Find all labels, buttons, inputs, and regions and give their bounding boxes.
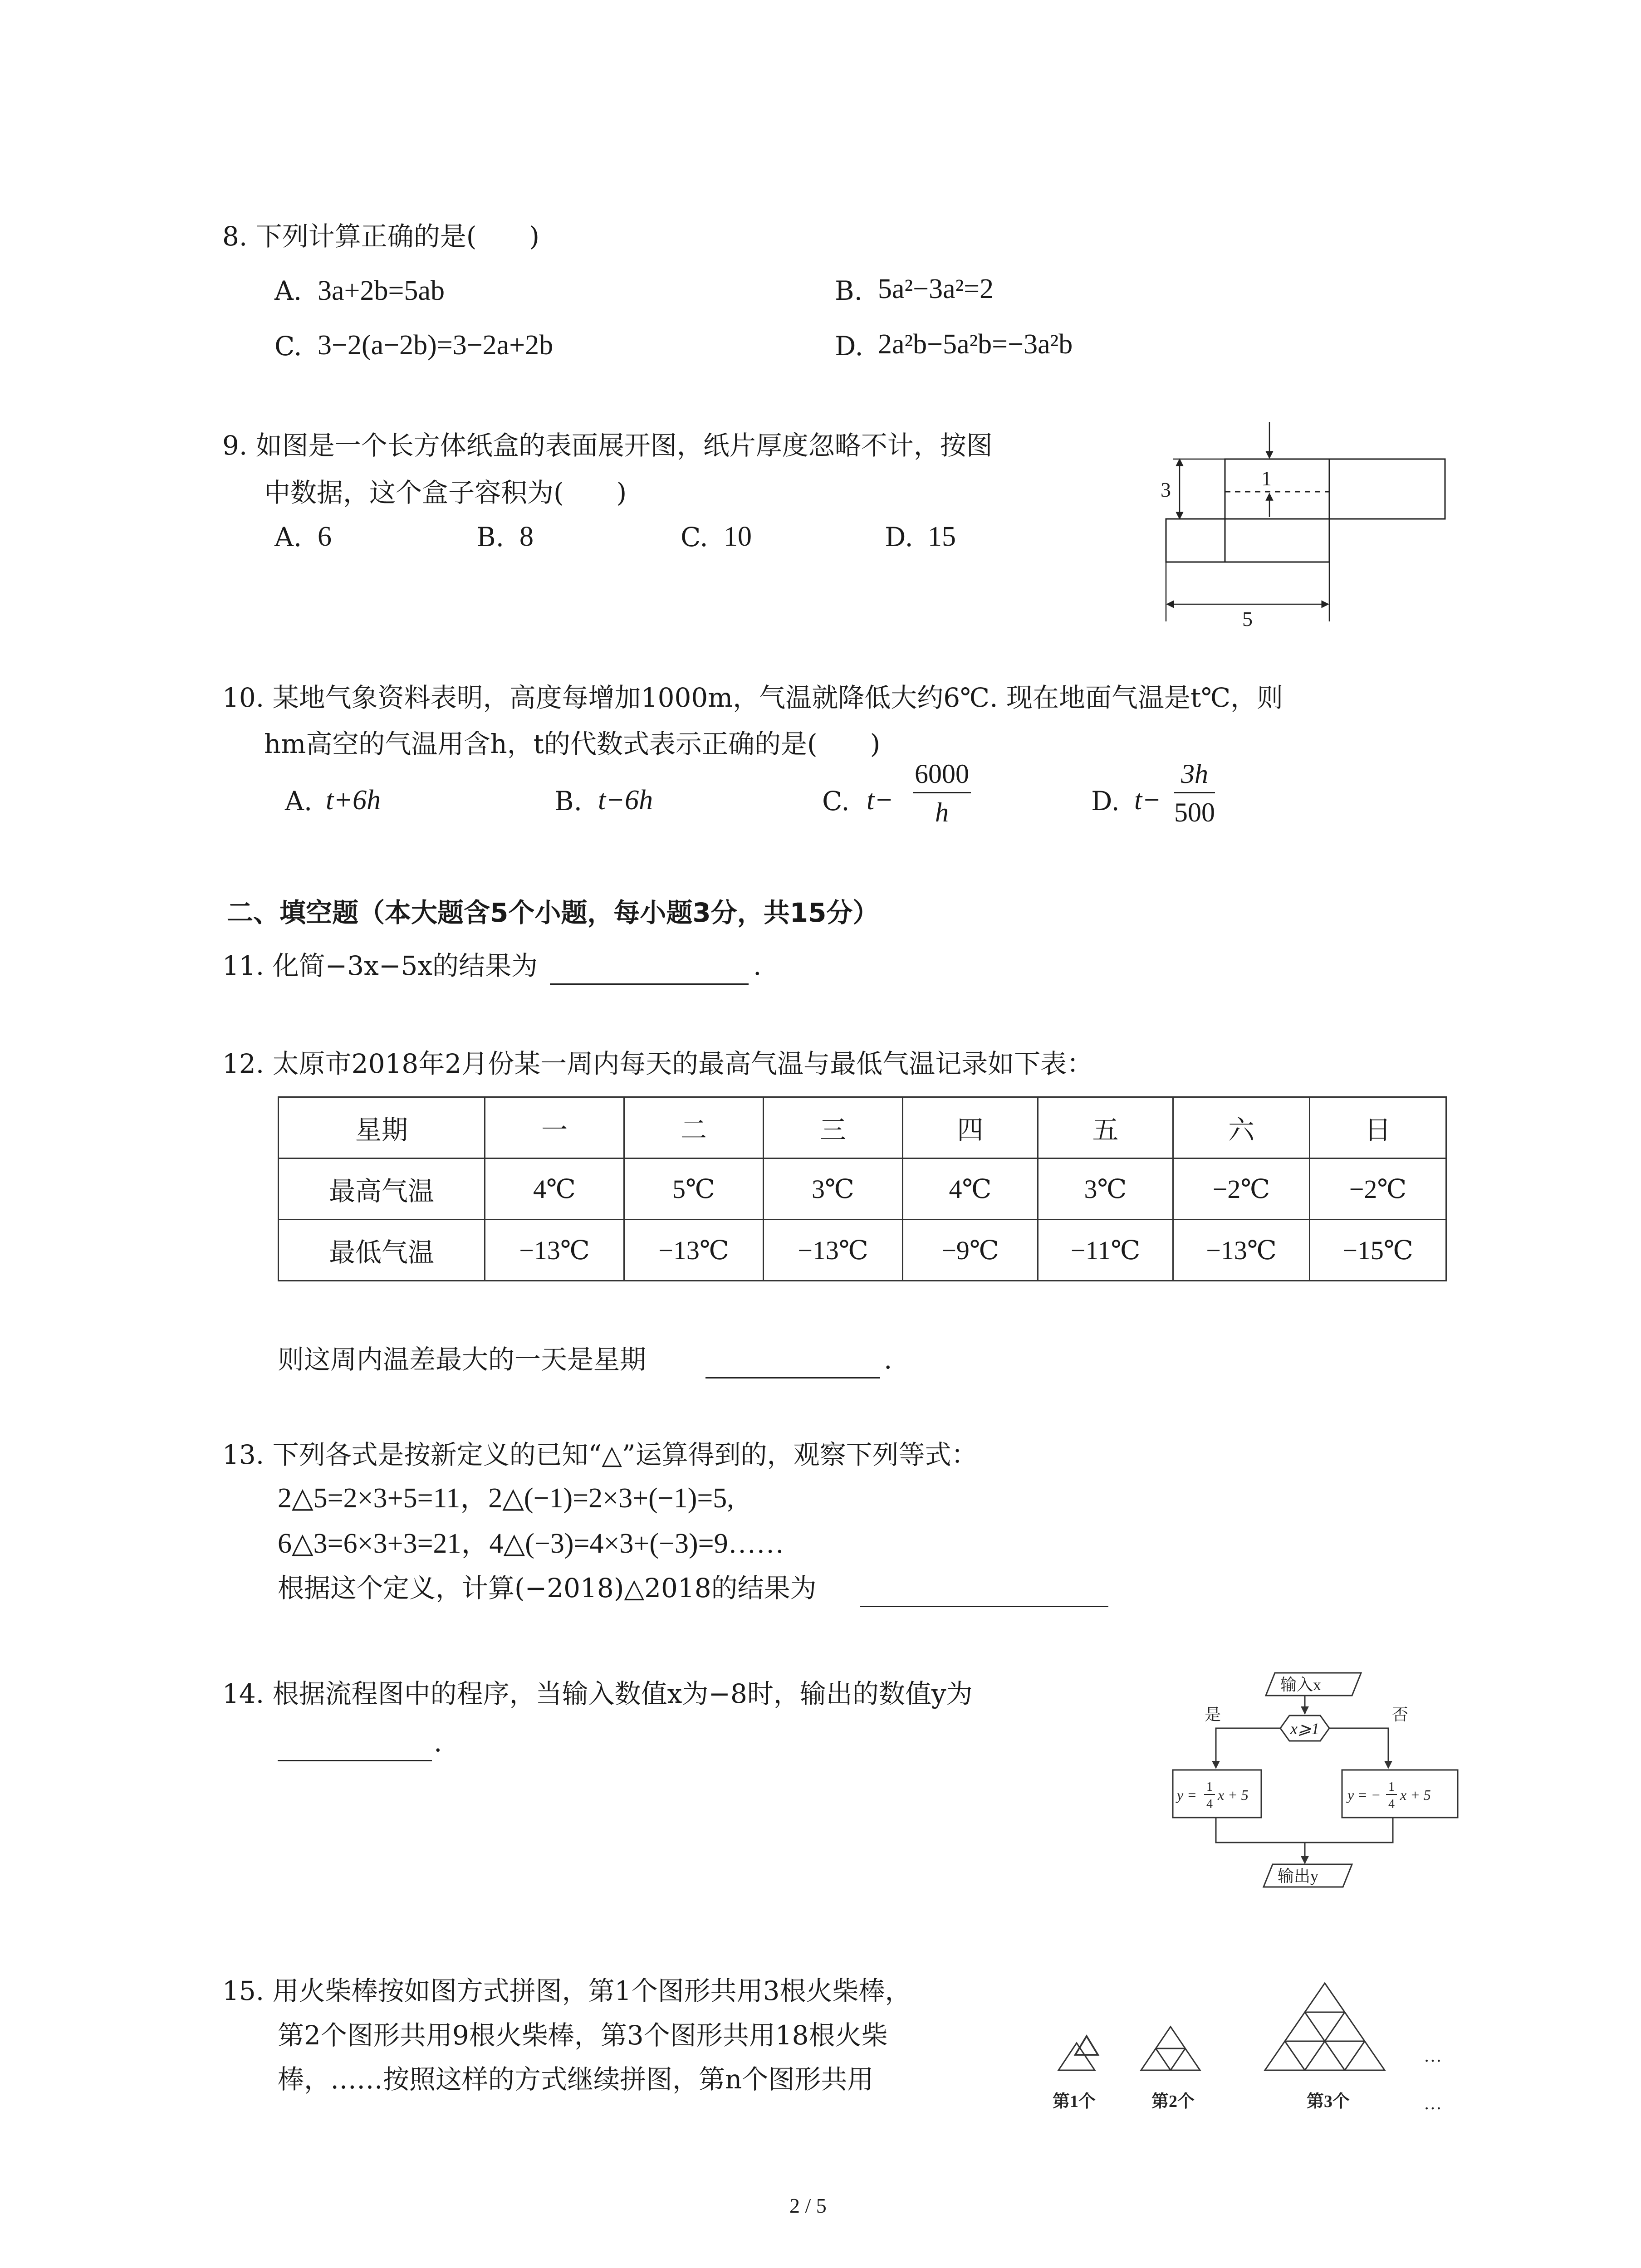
q9-option-c: 10 [724, 521, 752, 552]
flow-right-suffix: x + 5 [1400, 1787, 1431, 1803]
q15-line-2: 第2个图形共用9根火柴棒，第3个图形共用18根火柴 [278, 2020, 888, 2051]
section-2-heading: 二、填空题（本大题含5个小题，每小题3分，共15分） [227, 897, 879, 928]
figure-1-label: 第1个 [1053, 2092, 1096, 2111]
table-header-cell: 三 [764, 1097, 903, 1158]
flowchart-figure [1161, 1669, 1470, 1941]
q9-option-d: 15 [928, 521, 956, 552]
table-cell: −13℃ [624, 1220, 764, 1281]
q14-answer-blank[interactable] [278, 1760, 432, 1761]
table-header-cell: 四 [903, 1097, 1038, 1158]
triangle-figure-3 [1265, 1983, 1385, 2070]
table-cell: −13℃ [764, 1220, 903, 1281]
q8-option-c: 3−2(a−2b)=3−2a+2b [318, 330, 554, 361]
flow-left-prefix: y = [1177, 1787, 1197, 1803]
figure-2-label: 第2个 [1151, 2092, 1195, 2111]
table-header-cell: 五 [1038, 1097, 1173, 1158]
flow-output: 输出y [1278, 1867, 1319, 1885]
dim-label-1: 1 [1261, 467, 1272, 490]
q10-option-c-fraction [913, 760, 971, 826]
q9-option-b: 8 [519, 521, 534, 552]
q11-text: 11. 化简−3x−5x的结果为 [222, 950, 538, 981]
table-header-cell: 日 [1310, 1097, 1446, 1158]
q9-line-1: 9. 如图是一个长方体纸盒的表面展开图，纸片厚度忽略不计，按图 [222, 430, 993, 461]
q10-option-a: t+6h [326, 785, 381, 816]
flow-left-num: 1 [1206, 1780, 1213, 1794]
table-header-cell: 二 [624, 1097, 764, 1158]
q9-option-d-label: D. [885, 522, 913, 552]
table-cell: −9℃ [903, 1220, 1038, 1281]
q8-option-b: 5a²−3a²=2 [878, 274, 994, 304]
q9-option-a: 6 [318, 521, 332, 552]
q9-option-a-label: A. [274, 522, 302, 552]
q10-option-b: t−6h [598, 785, 653, 816]
q12-period: . [884, 1344, 892, 1375]
matchstick-triangles-figure [1039, 1946, 1456, 2127]
table-cell: −2℃ [1173, 1158, 1310, 1220]
temperature-table [278, 1096, 1447, 1281]
flow-right-den: 4 [1388, 1797, 1395, 1811]
table-cell: 4℃ [903, 1158, 1038, 1220]
q9-option-c-label: C. [681, 522, 708, 552]
table-cell: −13℃ [485, 1220, 624, 1281]
flow-right-num: 1 [1388, 1780, 1395, 1794]
table-cell: 4℃ [485, 1158, 624, 1220]
q10-d-denominator: 500 [1174, 797, 1215, 827]
flow-left-den: 4 [1206, 1797, 1213, 1811]
q8-option-d-label: D. [835, 331, 863, 362]
q8-option-a: 3a+2b=5ab [318, 275, 445, 306]
triangle-figure-1 [1058, 2043, 1095, 2070]
q10-line-1: 10. 某地气象资料表明，高度每增加1000m，气温就降低大约6℃. 现在地面气温是t℃，则 [222, 682, 1283, 713]
q13-line-3: 6△3=6×3+3=21，4△(−3)=4×3+(−3)=9…… [278, 1528, 784, 1559]
q10-option-a-label: A. [285, 786, 313, 816]
figure-ellipsis-bottom: … [1424, 2093, 1442, 2113]
q8-option-b-label: B. [835, 275, 863, 306]
table-cell: 最高气温 [279, 1158, 485, 1220]
flow-right-prefix: y = − [1347, 1787, 1381, 1803]
table-cell: −15℃ [1310, 1220, 1446, 1281]
flow-input: 输入x [1280, 1676, 1322, 1694]
q10-d-numerator: 3h [1174, 760, 1215, 793]
table-row-high [279, 1158, 1446, 1220]
q13-line-4: 根据这个定义，计算(−2018)△2018的结果为 [278, 1573, 817, 1603]
q14-period: . [434, 1727, 442, 1758]
q11-answer-blank[interactable] [550, 983, 749, 985]
table-row-low [279, 1220, 1446, 1281]
table-cell: −2℃ [1310, 1158, 1446, 1220]
q12-text: 12. 太原市2018年2月份某一周内每天的最高气温与最低气温记录如下表： [222, 1048, 1093, 1079]
table-cell: 5℃ [624, 1158, 764, 1220]
q15-line-3: 棒，……按照这样的方式继续拼图，第n个图形共用 [278, 2064, 874, 2095]
q10-c-numerator: 6000 [913, 760, 971, 793]
flow-left-suffix: x + 5 [1218, 1787, 1249, 1803]
q15-line-1: 15. 用火柴棒按如图方式拼图，第1个图形共用3根火柴棒， [222, 1975, 911, 2006]
table-cell: 3℃ [764, 1158, 903, 1220]
table-header-cell: 一 [485, 1097, 624, 1158]
q9-option-b-label: B. [476, 522, 505, 552]
dim-label-5: 5 [1242, 607, 1253, 631]
q11-period: . [753, 950, 762, 981]
table-header-cell: 六 [1173, 1097, 1310, 1158]
table-cell: −11℃ [1038, 1220, 1173, 1281]
table-cell: −13℃ [1173, 1220, 1310, 1281]
dim-label-3: 3 [1161, 478, 1171, 501]
table-cell: 3℃ [1038, 1158, 1173, 1220]
q10-option-c-prefix: t− [867, 785, 894, 816]
box-net-figure [1148, 413, 1465, 635]
page-number: 2 / 5 [789, 2194, 827, 2217]
q12-after-text: 则这周内温差最大的一天是星期 [278, 1344, 647, 1375]
q10-line-2: hm高空的气温用含h，t的代数式表示正确的是( ) [264, 728, 881, 759]
q14-line-1: 14. 根据流程图中的程序，当输入数值x为−8时，输出的数值y为 [222, 1678, 973, 1709]
table-cell: 最低气温 [279, 1220, 485, 1281]
q13-line-2: 2△5=2×3+5=11，2△(−1)=2×3+(−1)=5, [278, 1483, 734, 1514]
flow-condition: x⩾1 [1290, 1720, 1320, 1738]
q10-option-b-label: B. [554, 786, 583, 816]
q12-answer-blank[interactable] [705, 1377, 880, 1378]
q8-option-a-label: A. [274, 275, 302, 306]
q10-option-d-label: D. [1091, 786, 1120, 816]
q10-option-d-fraction [1174, 760, 1215, 826]
q8-stem: 8. 下列计算正确的是( ) [222, 221, 540, 252]
flow-no-label: 否 [1392, 1706, 1409, 1724]
q10-option-d-prefix: t− [1134, 785, 1161, 816]
q8-option-d: 2a²b−5a²b=−3a²b [878, 329, 1073, 360]
figure-3-label: 第3个 [1307, 2092, 1350, 2111]
table-header-cell: 星期 [279, 1097, 485, 1158]
triangle-figure-2 [1141, 2027, 1200, 2070]
q10-option-c-label: C. [822, 786, 850, 816]
q9-line-2: 中数据，这个盒子容积为( ) [264, 477, 627, 508]
figure-ellipsis-top: … [1424, 2045, 1442, 2066]
q8-option-c-label: C. [274, 331, 302, 362]
table-header-row [279, 1097, 1446, 1158]
flow-yes-label: 是 [1205, 1706, 1221, 1724]
q13-line-1: 13. 下列各式是按新定义的已知“△”运算得到的，观察下列等式： [222, 1439, 978, 1470]
q10-c-denominator: h [935, 797, 949, 827]
q13-answer-blank[interactable] [860, 1606, 1108, 1607]
